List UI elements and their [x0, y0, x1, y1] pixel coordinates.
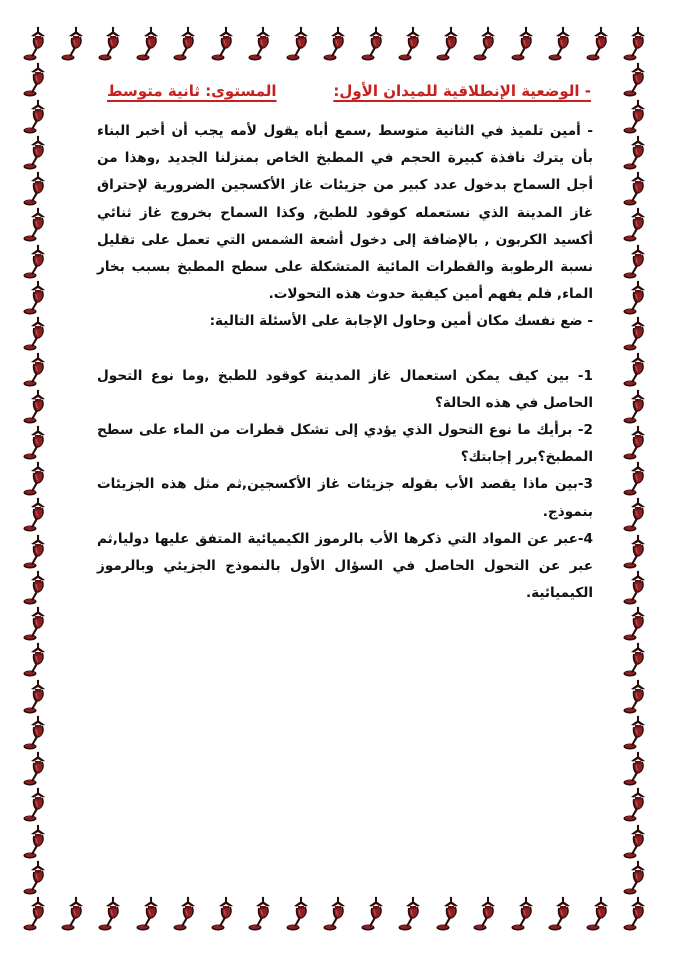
goblet-icon	[622, 497, 652, 533]
goblet-icon	[622, 461, 652, 497]
goblet-icon	[22, 606, 52, 642]
goblet-icon	[22, 570, 52, 606]
goblet-icon	[547, 26, 577, 62]
goblet-icon	[435, 26, 465, 62]
goblet-icon	[510, 26, 540, 62]
goblet-icon	[285, 896, 315, 932]
goblet-icon	[622, 860, 652, 896]
goblet-icon	[622, 642, 652, 678]
section-title: - الوضعية الإنطلاقية للميدان الأول:	[333, 82, 591, 100]
goblet-icon	[22, 316, 52, 352]
goblet-icon	[622, 787, 652, 823]
goblet-icon	[285, 26, 315, 62]
goblet-icon	[622, 135, 652, 171]
goblet-icon	[22, 171, 52, 207]
document-body	[97, 118, 593, 607]
goblet-icon	[472, 26, 502, 62]
goblet-icon	[22, 26, 52, 62]
question-2: 2- برأيك ما نوع التحول الذي يؤدي إلى تشكل قطرات من الماء على سطح المطبخ؟برر إجابتك؟	[97, 422, 593, 466]
question-3: 3-بين ماذا يقصد الأب بقوله جزيئات غاز الأكسجين,ثم مثل هذه الجزيئات بنموذج.	[97, 476, 593, 520]
goblet-icon	[22, 99, 52, 135]
goblet-icon	[622, 207, 652, 243]
goblet-icon	[22, 715, 52, 751]
goblet-icon	[622, 352, 652, 388]
goblet-icon	[22, 207, 52, 243]
goblet-icon	[22, 751, 52, 787]
goblet-icon	[435, 896, 465, 932]
goblet-icon	[622, 244, 652, 280]
goblet-icon	[172, 896, 202, 932]
goblet-icon	[22, 642, 52, 678]
goblet-icon	[397, 896, 427, 932]
goblet-icon	[622, 534, 652, 570]
goblet-icon	[322, 896, 352, 932]
question-1: 1- بين كيف يمكن استعمال غاز المدينة كوقود للطبخ ,وما نوع التحول الحاصل في هذه الحالة؟	[97, 367, 593, 411]
goblet-icon	[622, 606, 652, 642]
goblet-icon	[22, 389, 52, 425]
goblet-icon	[22, 135, 52, 171]
goblet-icon	[22, 860, 52, 896]
goblet-icon	[622, 62, 652, 98]
goblet-icon	[547, 896, 577, 932]
goblet-icon	[22, 244, 52, 280]
goblet-icon	[135, 26, 165, 62]
goblet-icon	[622, 316, 652, 352]
goblet-icon	[22, 679, 52, 715]
goblet-icon	[247, 26, 277, 62]
goblet-icon	[22, 896, 52, 932]
goblet-icon	[22, 824, 52, 860]
goblet-icon	[22, 534, 52, 570]
instruction-line: - ضع نفسك مكان أمين وحاول الإجابة على الأسئلة التالية:	[209, 313, 593, 330]
goblet-icon	[22, 352, 52, 388]
goblet-icon	[172, 26, 202, 62]
goblet-icon	[585, 896, 615, 932]
goblet-icon	[622, 751, 652, 787]
question-4: 4-عبر عن المواد التي ذكرها الأب بالرموز الكيميائية المتفق عليها دوليا,ثم عبر عن التحول الحاصل في السؤال الأول بالنموذج الجزيئي وبالرموز الكيميائية.	[97, 530, 593, 602]
goblet-icon	[622, 425, 652, 461]
goblet-icon	[622, 99, 652, 135]
goblet-icon	[22, 280, 52, 316]
goblet-icon	[210, 896, 240, 932]
spacer	[97, 336, 593, 363]
level-label: المستوى: ثانية متوسط	[107, 82, 277, 100]
goblet-icon	[622, 896, 652, 932]
goblet-icon	[22, 425, 52, 461]
goblet-icon	[360, 896, 390, 932]
goblet-icon	[622, 171, 652, 207]
goblet-icon	[397, 26, 427, 62]
goblet-icon	[622, 570, 652, 606]
goblet-icon	[622, 715, 652, 751]
goblet-icon	[97, 896, 127, 932]
goblet-icon	[472, 896, 502, 932]
goblet-icon	[60, 26, 90, 62]
goblet-icon	[360, 26, 390, 62]
goblet-icon	[622, 280, 652, 316]
goblet-icon	[210, 26, 240, 62]
goblet-icon	[622, 389, 652, 425]
goblet-icon	[60, 896, 90, 932]
goblet-icon	[622, 824, 652, 860]
goblet-icon	[22, 497, 52, 533]
goblet-icon	[22, 62, 52, 98]
goblet-icon	[585, 26, 615, 62]
goblet-icon	[135, 896, 165, 932]
goblet-icon	[510, 896, 540, 932]
goblet-icon	[247, 896, 277, 932]
goblet-icon	[97, 26, 127, 62]
situation-paragraph: - أمين تلميذ في الثانية متوسط ,سمع أباه يقول لأمه يجب أن أخبر البناء بأن يترك نافذة كبيرة الحجم في المطبخ الخاص بمنزلنا الجديد ,وهذا من أجل السماح بدخول عدد كبير من جزيئات غاز الأكسجين الضرورية لإحتراق غاز المدينة الذي نستعمله كوقود للطبخ, وكذا السماح بخروج غاز ثنائي أكسيد الكربون , بالإضافة إلى دخول أشعة الشمس التي تعمل على تقليل نسبة الرطوبة والقطرات المائية المتشكلة على سطح المطبخ بسبب بخار الماء, فلم يفهم أمين كيفية حدوث هذه التحولات.	[97, 123, 593, 303]
goblet-icon	[622, 26, 652, 62]
goblet-icon	[622, 679, 652, 715]
goblet-icon	[22, 461, 52, 497]
goblet-icon	[22, 787, 52, 823]
goblet-icon	[322, 26, 352, 62]
